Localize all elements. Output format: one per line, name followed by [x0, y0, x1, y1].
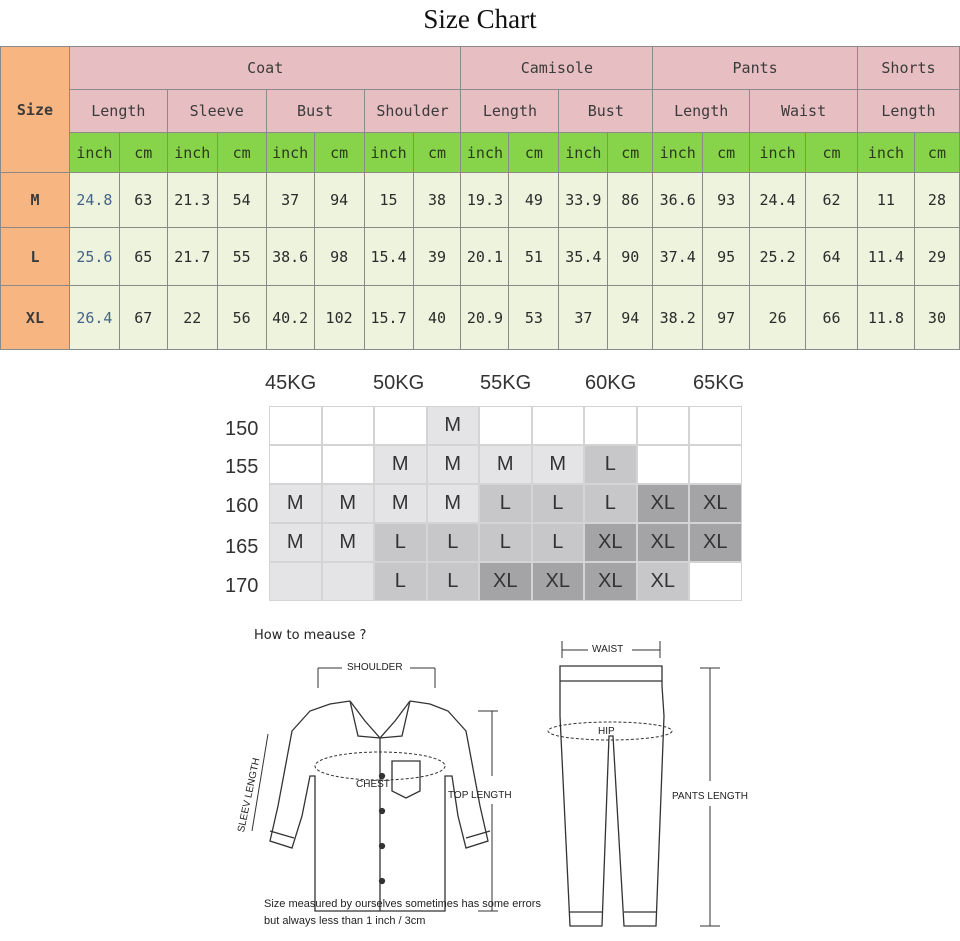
- height-label: 155: [225, 456, 259, 478]
- size-grid-cell: [322, 406, 375, 445]
- size-grid-cell: M: [374, 484, 427, 523]
- table-cell: 35.4: [559, 228, 608, 286]
- table-cell: 20.9: [461, 286, 509, 350]
- table-cell: 25.2: [750, 228, 806, 286]
- size-grid-cell: M: [427, 406, 480, 445]
- table-cell: 24.8: [69, 173, 119, 228]
- table-cell: 94: [608, 286, 653, 350]
- unit-cell: inch: [461, 133, 509, 173]
- hip-label: HIP: [598, 726, 615, 737]
- unit-cell: inch: [857, 133, 914, 173]
- size-grid-cell: L: [532, 523, 585, 562]
- table-cell: 22: [167, 286, 217, 350]
- table-cell: 65: [119, 228, 167, 286]
- table-cell: 62: [806, 173, 858, 228]
- page-title: Size Chart: [423, 4, 537, 34]
- table-cell: 15: [364, 173, 413, 228]
- group-header-camisole: Camisole: [461, 47, 653, 90]
- size-grid-cell: [322, 562, 375, 601]
- table-cell: 95: [703, 228, 750, 286]
- size-grid-cell: [479, 406, 532, 445]
- measurement-note: [264, 896, 541, 930]
- group-header-pants: Pants: [653, 47, 858, 90]
- table-cell: 37: [559, 286, 608, 350]
- table-cell: 54: [217, 173, 266, 228]
- table-cell: 49: [509, 173, 559, 228]
- table-cell: 94: [314, 173, 364, 228]
- sleeve-length-label: SLEEV LENGTH: [236, 757, 263, 834]
- measure-header: Sleeve: [167, 90, 266, 133]
- size-grid-cell: XL: [637, 523, 690, 562]
- size-grid-cell: XL: [584, 523, 637, 562]
- table-cell: 64: [806, 228, 858, 286]
- table-cell: 37: [266, 173, 314, 228]
- table-row: [1, 286, 960, 350]
- size-cell: L: [1, 228, 70, 286]
- measure-header: Bust: [266, 90, 364, 133]
- size-grid-cell: M: [322, 523, 375, 562]
- measure-header: Length: [461, 90, 559, 133]
- pants-length-label: PANTS LENGTH: [672, 791, 748, 802]
- size-grid-cell: [584, 406, 637, 445]
- table-cell: 28: [914, 173, 959, 228]
- table-cell: 38.2: [653, 286, 703, 350]
- weight-label: 60KG: [585, 372, 637, 394]
- unit-cell: inch: [364, 133, 413, 173]
- measure-header: Length: [653, 90, 750, 133]
- size-cell: M: [1, 173, 70, 228]
- size-header: Size: [1, 47, 70, 173]
- size-grid-cell: [374, 406, 427, 445]
- size-grid-cell: L: [427, 523, 480, 562]
- unit-cell: cm: [608, 133, 653, 173]
- table-cell: 24.4: [750, 173, 806, 228]
- chest-label: CHEST: [356, 779, 390, 790]
- size-grid-cell: L: [427, 562, 480, 601]
- unit-cell: cm: [413, 133, 461, 173]
- weight-label: 55KG: [480, 372, 532, 394]
- size-grid-cell: M: [269, 523, 322, 562]
- size-grid-cell: M: [532, 445, 585, 484]
- waist-label: WAIST: [592, 644, 624, 655]
- height-label: 170: [225, 575, 259, 597]
- weight-label: 65KG: [693, 372, 745, 394]
- table-cell: 86: [608, 173, 653, 228]
- size-grid-cell: XL: [479, 562, 532, 601]
- unit-cell: cm: [806, 133, 858, 173]
- measure-header: Waist: [750, 90, 858, 133]
- measure-diagram: [230, 626, 800, 938]
- size-grid-cell: [322, 445, 375, 484]
- table-cell: 29: [914, 228, 959, 286]
- table-cell: 33.9: [559, 173, 608, 228]
- size-grid-cell: XL: [532, 562, 585, 601]
- size-grid-cell: [637, 406, 690, 445]
- table-cell: 26: [750, 286, 806, 350]
- unit-cell: cm: [914, 133, 959, 173]
- note-line: but always less than 1 inch / 3cm: [264, 915, 426, 927]
- size-grid-cell: XL: [637, 562, 690, 601]
- size-grid-cell: M: [427, 445, 480, 484]
- weight-label: 50KG: [373, 372, 425, 394]
- size-grid-cell: [689, 445, 742, 484]
- table-cell: 51: [509, 228, 559, 286]
- unit-cell: inch: [266, 133, 314, 173]
- table-cell: 26.4: [69, 286, 119, 350]
- table-cell: 90: [608, 228, 653, 286]
- group-header-coat: Coat: [69, 47, 461, 90]
- size-grid-cell: L: [374, 523, 427, 562]
- size-grid-cell: XL: [584, 562, 637, 601]
- table-cell: 30: [914, 286, 959, 350]
- size-grid-cell: L: [479, 484, 532, 523]
- table-cell: 11: [857, 173, 914, 228]
- size-grid-cell: M: [427, 484, 480, 523]
- top-length-label: TOP LENGTH: [448, 790, 512, 801]
- table-cell: 40.2: [266, 286, 314, 350]
- table-cell: 40: [413, 286, 461, 350]
- table-cell: 38.6: [266, 228, 314, 286]
- height-label: 150: [225, 418, 259, 440]
- unit-row: [1, 133, 960, 173]
- table-cell: 25.6: [69, 228, 119, 286]
- table-cell: 67: [119, 286, 167, 350]
- table-cell: 20.1: [461, 228, 509, 286]
- size-grid-cell: L: [374, 562, 427, 601]
- table-cell: 21.3: [167, 173, 217, 228]
- table-cell: 15.7: [364, 286, 413, 350]
- measure-header: Shoulder: [364, 90, 461, 133]
- size-grid-cell: L: [584, 484, 637, 523]
- height-label: 160: [225, 495, 259, 517]
- size-table: [0, 46, 960, 350]
- size-grid-cell: L: [532, 484, 585, 523]
- table-cell: 66: [806, 286, 858, 350]
- unit-cell: cm: [509, 133, 559, 173]
- table-cell: 15.4: [364, 228, 413, 286]
- size-grid-cell: [689, 406, 742, 445]
- measure-header: Length: [69, 90, 167, 133]
- table-cell: 36.6: [653, 173, 703, 228]
- size-grid-cell: [532, 406, 585, 445]
- weight-height-chart: [225, 370, 755, 610]
- table-cell: 63: [119, 173, 167, 228]
- size-grid-cell: [269, 406, 322, 445]
- table-cell: 56: [217, 286, 266, 350]
- table-row: [1, 173, 960, 228]
- table-cell: 93: [703, 173, 750, 228]
- pajama-illustration: [230, 626, 800, 938]
- table-row: [1, 228, 960, 286]
- height-label: 165: [225, 536, 259, 558]
- unit-cell: inch: [69, 133, 119, 173]
- table-cell: 53: [509, 286, 559, 350]
- table-cell: 38: [413, 173, 461, 228]
- size-grid-cell: L: [479, 523, 532, 562]
- table-cell: 37.4: [653, 228, 703, 286]
- size-grid-cell: M: [479, 445, 532, 484]
- table-cell: 19.3: [461, 173, 509, 228]
- how-to-measure-heading: How to meause ?: [254, 628, 367, 643]
- measure-header: Length: [857, 90, 959, 133]
- size-grid-cell: XL: [689, 484, 742, 523]
- table-cell: 39: [413, 228, 461, 286]
- size-grid-cell: XL: [689, 523, 742, 562]
- table-cell: 97: [703, 286, 750, 350]
- unit-cell: inch: [559, 133, 608, 173]
- size-grid-cell: M: [322, 484, 375, 523]
- unit-cell: inch: [750, 133, 806, 173]
- group-header-shorts: Shorts: [857, 47, 959, 90]
- note-line: Size measured by ourselves sometimes has some errors: [264, 898, 541, 910]
- size-grid-cell: [637, 445, 690, 484]
- table-cell: 11.8: [857, 286, 914, 350]
- size-grid-cell: L: [584, 445, 637, 484]
- unit-cell: inch: [653, 133, 703, 173]
- table-cell: 11.4: [857, 228, 914, 286]
- size-grid-cell: [269, 562, 322, 601]
- table-cell: 21.7: [167, 228, 217, 286]
- table-cell: 102: [314, 286, 364, 350]
- shoulder-label: SHOULDER: [347, 662, 403, 673]
- size-grid-cell: M: [374, 445, 427, 484]
- table-cell: 55: [217, 228, 266, 286]
- unit-cell: cm: [217, 133, 266, 173]
- size-grid-cell: M: [269, 484, 322, 523]
- table-cell: 98: [314, 228, 364, 286]
- weight-label: 45KG: [265, 372, 317, 394]
- size-cell: XL: [1, 286, 70, 350]
- size-grid-cell: XL: [637, 484, 690, 523]
- unit-cell: cm: [703, 133, 750, 173]
- unit-cell: inch: [167, 133, 217, 173]
- size-grid-cell: [689, 562, 742, 601]
- unit-cell: cm: [314, 133, 364, 173]
- measure-header: Bust: [559, 90, 653, 133]
- unit-cell: cm: [119, 133, 167, 173]
- size-grid-cell: [269, 445, 322, 484]
